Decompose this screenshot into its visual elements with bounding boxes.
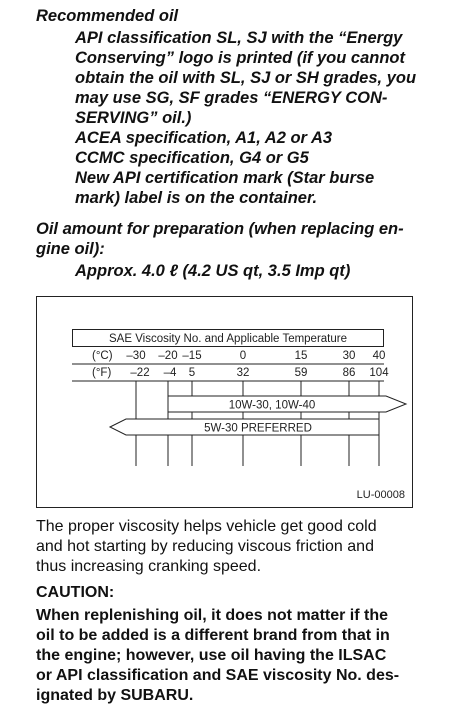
- fahrenheit-label: (°F): [92, 367, 112, 379]
- celsius-tick: 0: [239, 350, 247, 362]
- recommended-line: New API certification mark (Star burse: [75, 169, 375, 187]
- celsius-tick: 15: [294, 350, 308, 362]
- fahrenheit-tick: 32: [236, 367, 250, 379]
- celsius-label: (°C): [92, 350, 113, 362]
- caution-line: the engine; however, use oil having the ILSAC: [36, 647, 387, 664]
- fahrenheit-tick: 104: [369, 367, 389, 379]
- fahrenheit-tick: 59: [294, 367, 308, 379]
- recommended-line: mark) label is on the container.: [75, 189, 318, 207]
- recommended-line: obtain the oil with SL, SJ or SH grades, you: [75, 69, 417, 87]
- bar-10w30-10w40-label: 10W-30, 10W-40: [228, 399, 316, 412]
- oil-amount-heading: gine oil):: [36, 240, 105, 258]
- recommended-line: SERVING” oil.): [75, 109, 192, 127]
- recommended-line: may use SG, SF grades “ENERGY CON-: [75, 89, 388, 107]
- recommended-line: CCMC specification, G4 or G5: [75, 149, 309, 167]
- caution-line: oil to be added is a different brand from that in: [36, 627, 390, 644]
- fahrenheit-tick: 5: [188, 367, 196, 379]
- caution-title: CAUTION:: [36, 584, 115, 601]
- celsius-tick: 40: [372, 350, 386, 362]
- recommended-line: ACEA specification, A1, A2 or A3: [75, 129, 333, 147]
- fahrenheit-ticks: [130, 367, 389, 379]
- caution-line: When replenishing oil, it does not matter if the: [36, 607, 389, 624]
- diagram-title: SAE Viscosity No. and Applicable Temperature: [108, 333, 348, 345]
- viscosity-paragraph: [36, 517, 456, 577]
- celsius-ticks: [126, 350, 385, 362]
- caution-line: ignated by SUBARU.: [36, 687, 194, 704]
- recommended-oil-heading: Recommended oil: [36, 7, 179, 25]
- oil-amount-heading: Oil amount for preparation (when replacing en-: [36, 220, 404, 238]
- paragraph-line: thus increasing cranking speed.: [36, 558, 262, 575]
- caution-line: or API classification and SAE viscosity No. des-: [36, 667, 400, 684]
- fahrenheit-tick: –22: [130, 367, 150, 379]
- fahrenheit-tick: 86: [342, 367, 356, 379]
- celsius-tick: –30: [126, 350, 146, 362]
- celsius-tick: –15: [182, 350, 202, 362]
- paragraph-line: The proper viscosity helps vehicle get good cold: [36, 518, 377, 535]
- fahrenheit-tick: –4: [163, 367, 177, 379]
- oil-amount-value: Approx. 4.0 ℓ (4.2 US qt, 3.5 Imp qt): [75, 262, 351, 280]
- celsius-tick: –20: [158, 350, 178, 362]
- diagram-reference-code: LU-00008: [356, 489, 405, 501]
- bar-5w30-preferred-label: 5W-30 PREFERRED: [204, 422, 312, 435]
- caution-body: [36, 606, 399, 706]
- recommended-line: Conserving” logo is printed (if you cannot: [75, 49, 406, 67]
- celsius-tick: 30: [342, 350, 356, 362]
- paragraph-line: and hot starting by reducing viscous friction and: [36, 538, 374, 555]
- recommended-line: API classification SL, SJ with the “Energy: [75, 29, 403, 47]
